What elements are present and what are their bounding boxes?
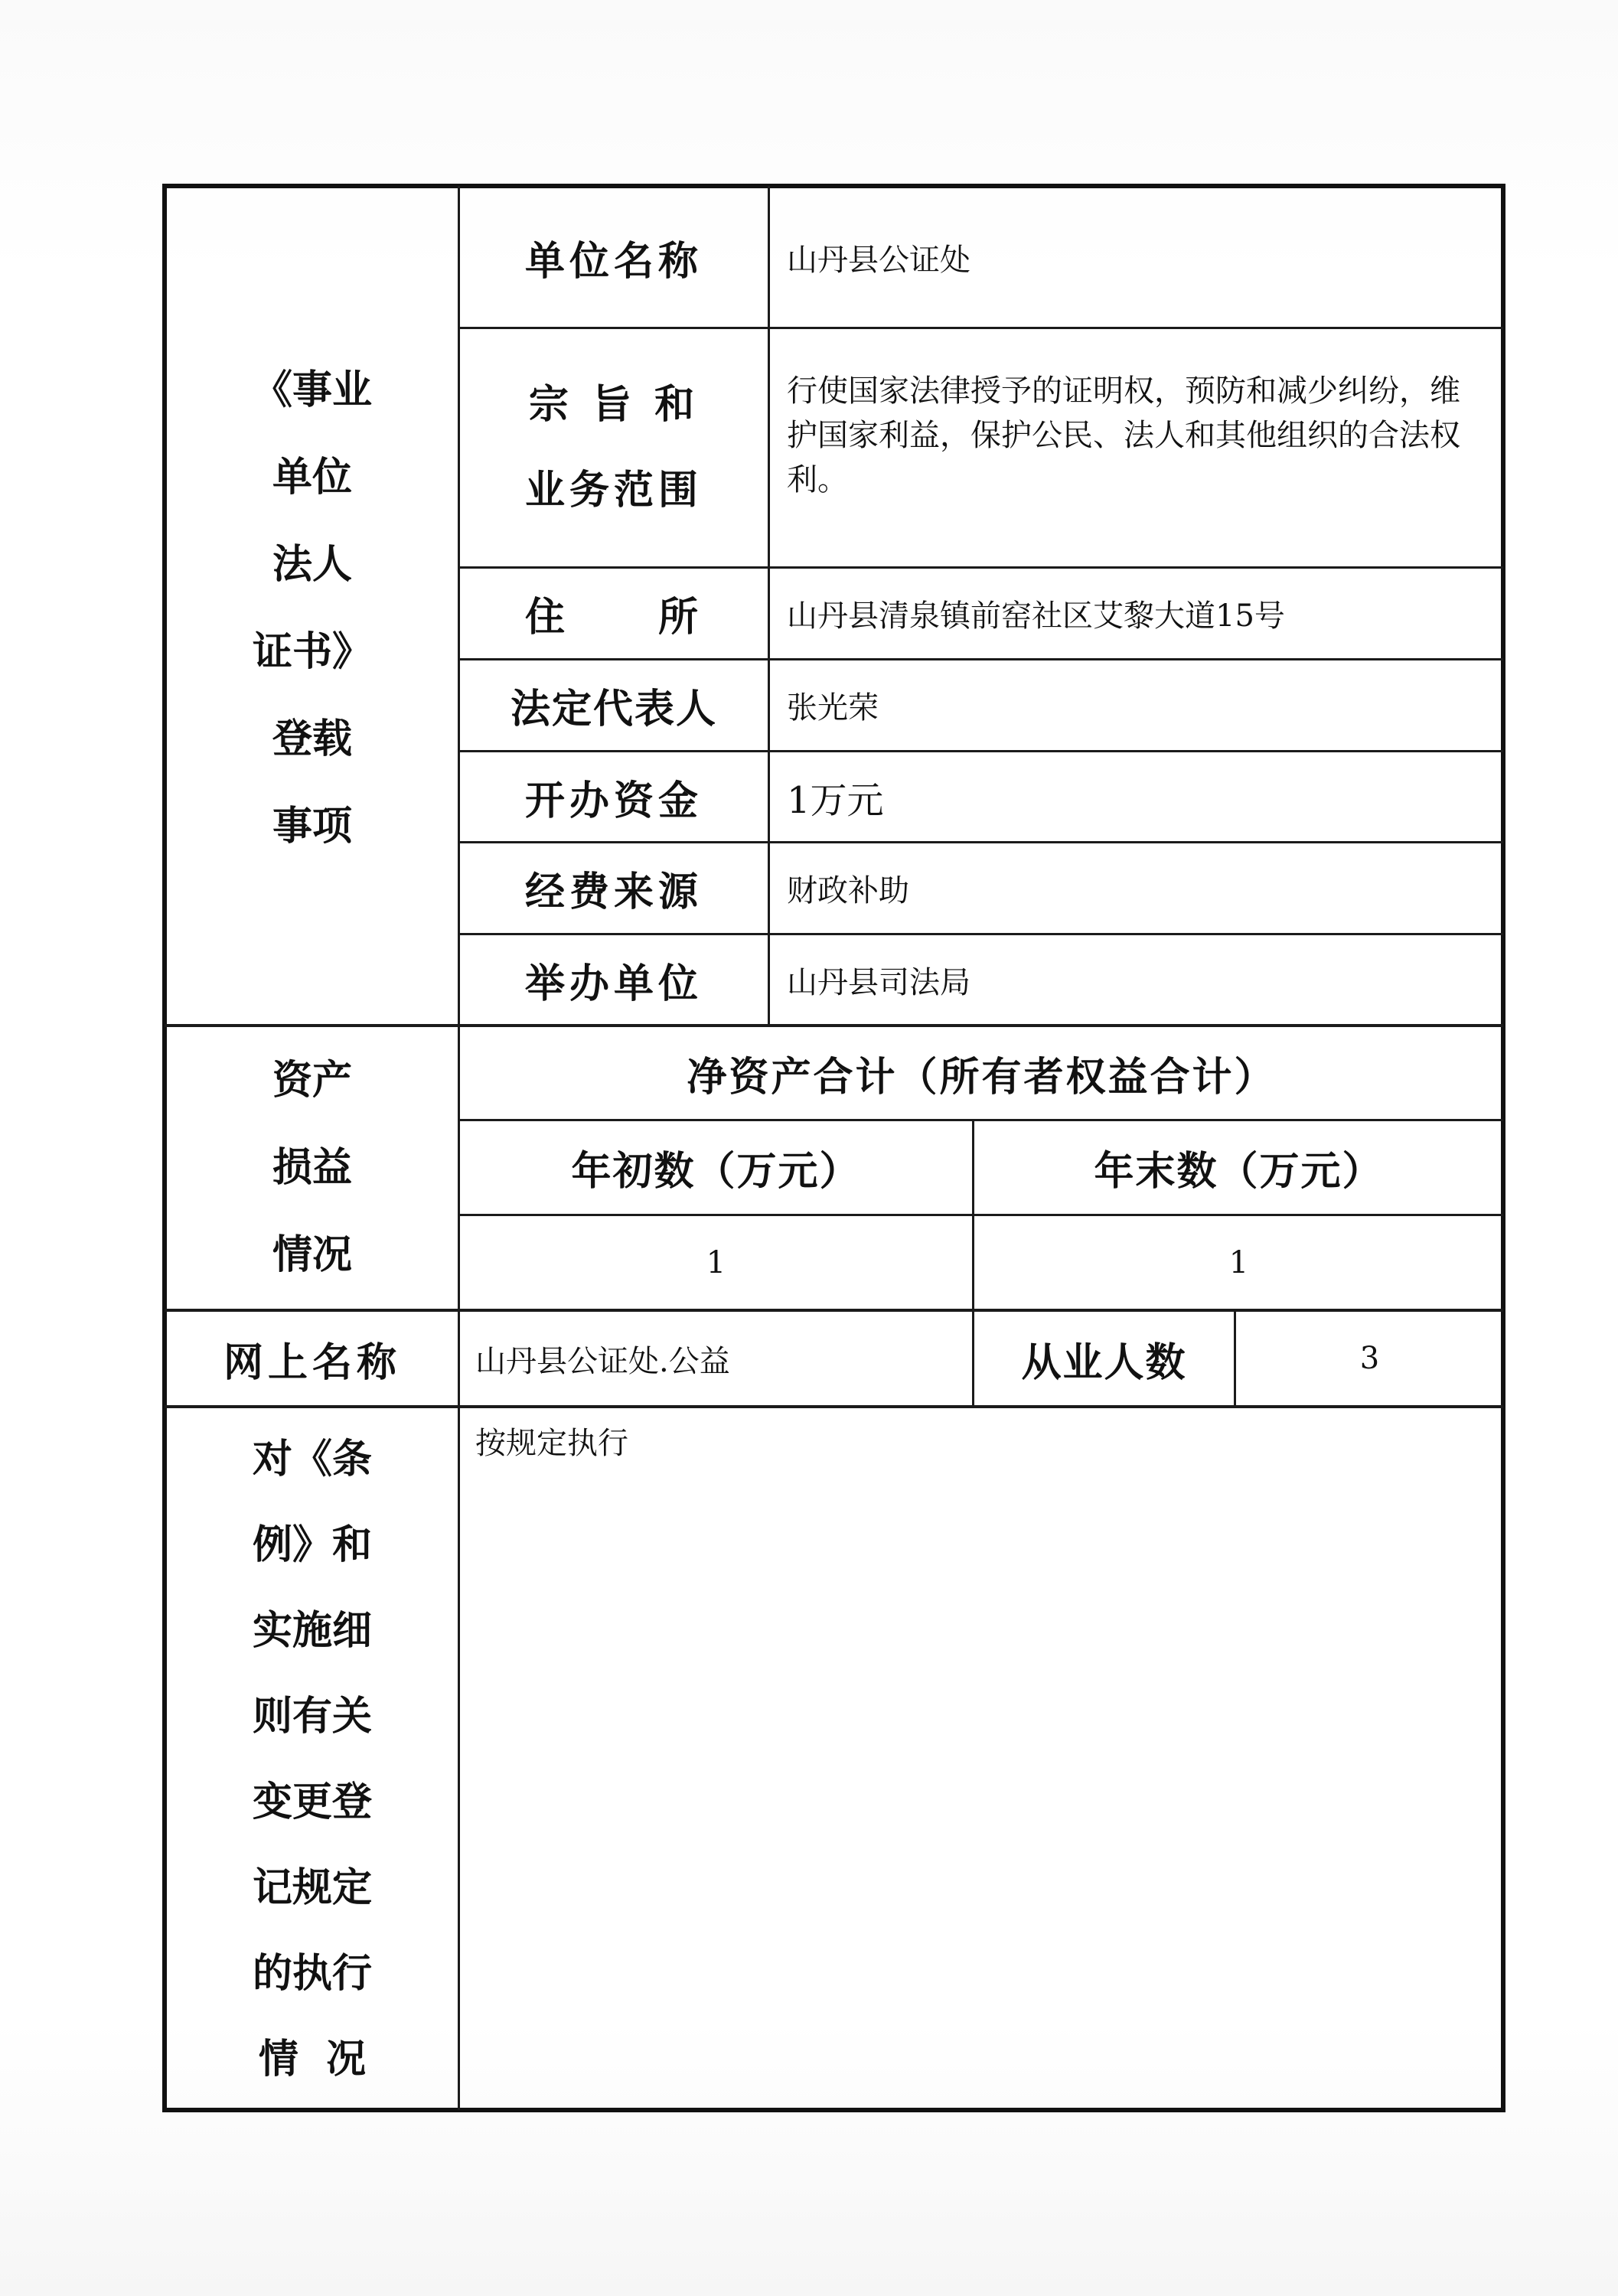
side-label-compliance (167, 1408, 458, 2110)
side-label-line: 证书》 (252, 628, 372, 675)
side-label-line: 则有关 (252, 1692, 372, 1740)
side-label-line: 变更登 (252, 1778, 372, 1825)
value-unit-name: 山丹县公证处 (787, 243, 970, 278)
side-label-line: 资产 (272, 1057, 352, 1104)
value-online-name: 山丹县公证处.公益 (475, 1343, 730, 1379)
value-sponsor-unit: 山丹县司法局 (787, 964, 970, 1000)
assets-header: 净资产合计（所有者权益合计） (687, 1053, 1277, 1101)
side-label-line: 事项 (272, 803, 352, 850)
side-label-line: 的执行 (252, 1949, 372, 1997)
label-sponsor-unit: 举办单位 (524, 960, 703, 1007)
label-address: 住 所 (524, 594, 703, 641)
side-label-line: 例》和 (252, 1521, 372, 1568)
side-label-certificate (167, 344, 458, 872)
value-purpose-scope: 行使国家法律授予的证明权，预防和减少纠纷，维护国家利益，保护公民、法人和其他组织的合法权利。 (787, 373, 1460, 497)
label-online-name: 网上名称 (223, 1339, 401, 1386)
label-staff-count: 从业人数 (1021, 1339, 1187, 1386)
assets-col-start-label: 年初数（万元） (571, 1148, 861, 1195)
label-startup-funds: 开办资金 (524, 777, 703, 824)
label-unit-name: 单位名称 (524, 238, 703, 285)
side-label-line: 《事业 (252, 367, 372, 413)
side-label-line: 情况 (272, 1231, 352, 1278)
label-purpose-line: 业务范围 (524, 467, 703, 514)
side-label-line: 登载 (272, 716, 352, 762)
side-label-line: 实施细 (252, 1606, 372, 1654)
assets-start-value: 1 (706, 1244, 726, 1280)
assets-end-value: 1 (1228, 1244, 1249, 1280)
value-address: 山丹县清泉镇前窑社区艾黎大道15号 (787, 598, 1285, 634)
value-funding-source: 财政补助 (787, 873, 909, 908)
side-label-line: 法人 (272, 541, 352, 588)
value-compliance: 按规定执行 (475, 1426, 628, 1461)
value-staff-count: 3 (1359, 1341, 1380, 1376)
value-legal-representative: 张光荣 (787, 690, 879, 726)
side-label-assets (167, 1027, 458, 1309)
side-label-line: 对《条 (252, 1435, 372, 1482)
side-label-line: 记规定 (252, 1864, 372, 1911)
side-label-line: 情 况 (258, 2035, 367, 2082)
label-legal-representative: 法定代表人 (510, 686, 717, 732)
side-label-line: 单位 (272, 454, 352, 501)
label-purpose-line: 宗 旨 和 (528, 381, 700, 428)
label-funding-source: 经费来源 (524, 869, 703, 915)
assets-col-end-label: 年末数（万元） (1094, 1148, 1384, 1195)
value-startup-funds: 1万元 (787, 778, 884, 822)
label-purpose-scope (460, 329, 768, 566)
side-label-line: 损益 (272, 1144, 352, 1191)
